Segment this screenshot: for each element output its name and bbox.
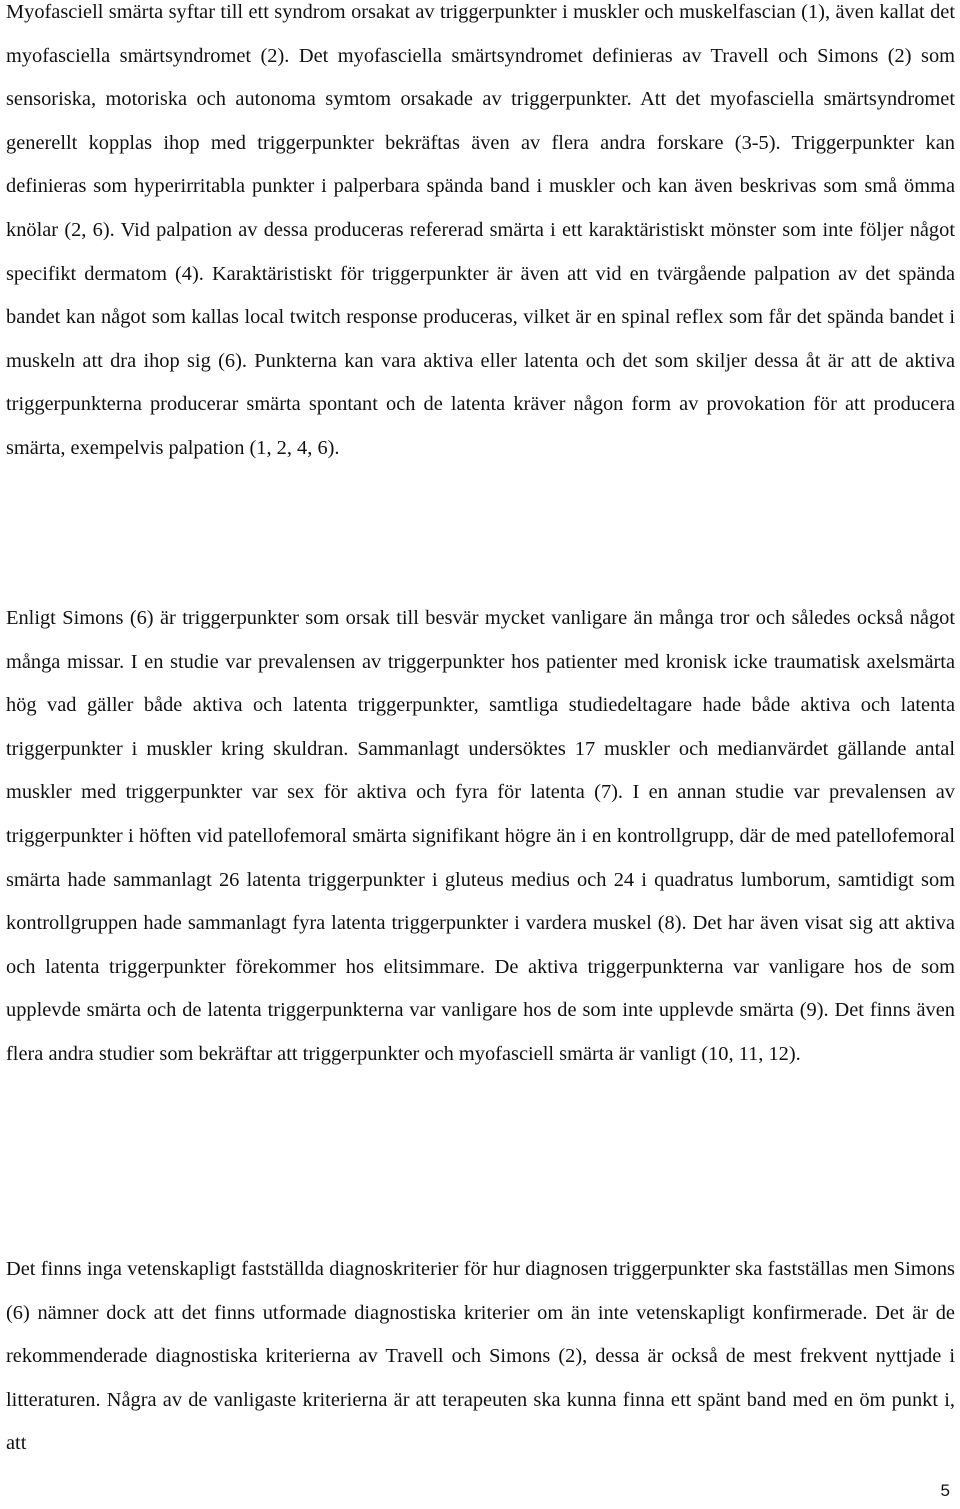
paragraph-diagnostic-criteria: Det finns inga vetenskapligt fastställda diagnoskriterier för hur diagnosen triggerpunkter ska fastställas men Simons (6) nämner dock att det finns utformade diagnostiska kriterier om än inte vetenskapligt konfirmerade. Det är de rekommenderade diagnostiska kriterierna av Travell och Simons (2), dessa är också de mest frekvent nyttjade i litteraturen. Några av de vanligaste kriterierna är att terapeuten ska kunna finna ett spänt band med en öm punkt i, att [6,1258,955,1455]
paragraph-prevalence: Enligt Simons (6) är triggerpunkter som orsak till besvär mycket vanligare än många tror och således också något många missar. I en studie var prevalensen av triggerpunkter hos patienter med kronisk icke traumatisk axelsmärta hög vad gäller både aktiva och latenta triggerpunkter, samtliga studiedeltagare hade både aktiva och latenta triggerpunkter i muskler kring skuldran. Sammanlagt undersöktes 17 muskler och medianvärdet gällande antal muskler med triggerpunkter var sex för aktiva och fyra för latenta (7). I en annan studie var prevalensen av triggerpunkter i höften vid patellofemoral smärta signifikant högre än i en kontrollgrupp, där de med patellofemoral smärta hade sammanlagt 26 latenta triggerpunkter i gluteus medius och 24 i quadratus lumborum, samtidigt som kontrollgruppen hade sammanlagt fyra latenta triggerpunkter i vardera muskel (8). Det har även visat sig att aktiva och latenta triggerpunkter förekommer hos elitsimmare. De aktiva triggerpunkterna var vanligare hos de som upplevde smärta och de latenta triggerpunkterna var vanligare hos de som inte upplevde smärta (9). Det finns även flera andra studier som bekräftar att triggerpunkter och myofasciell smärta är vanligt (10, 11, 12). [6,607,955,1065]
paragraph-myofascial-pain: Myofasciell smärta syftar till ett syndrom orsakat av triggerpunkter i muskler och muskelfascian (1), även kallat det myofasciella smärtsyndromet (2). Det myofasciella smärtsyndromet definieras av Travell och Simons (2) som sensoriska, motoriska och autonoma symtom orsakade av triggerpunkter. Att det myofasciella smärtsyndromet generellt kopplas ihop med triggerpunkter bekräftas även av flera andra forskare (3-5). Triggerpunkter kan definieras som hyperirritabla punkter i palperbara spända band i muskler och kan även beskrivas som små ömma knölar (2, 6). Vid palpation av dessa produceras refererad smärta i ett karaktäristiskt mönster som inte följer något specifikt dermatom (4). Karaktäristiskt för triggerpunkter är även att vid en tvärgående palpation av det spända bandet kan något som kallas local twitch response produceras, vilket är en spinal reflex som får det spända bandet i muskeln att dra ihop sig (6). Punkterna kan vara aktiva eller latenta och det som skiljer dessa åt är att de aktiva triggerpunkterna producerar smärta spontant och de latenta kräver någon form av provokation för att producera smärta, exempelvis palpation (1, 2, 4, 6). [6,1,955,459]
page-number: 5 [940,1481,950,1500]
